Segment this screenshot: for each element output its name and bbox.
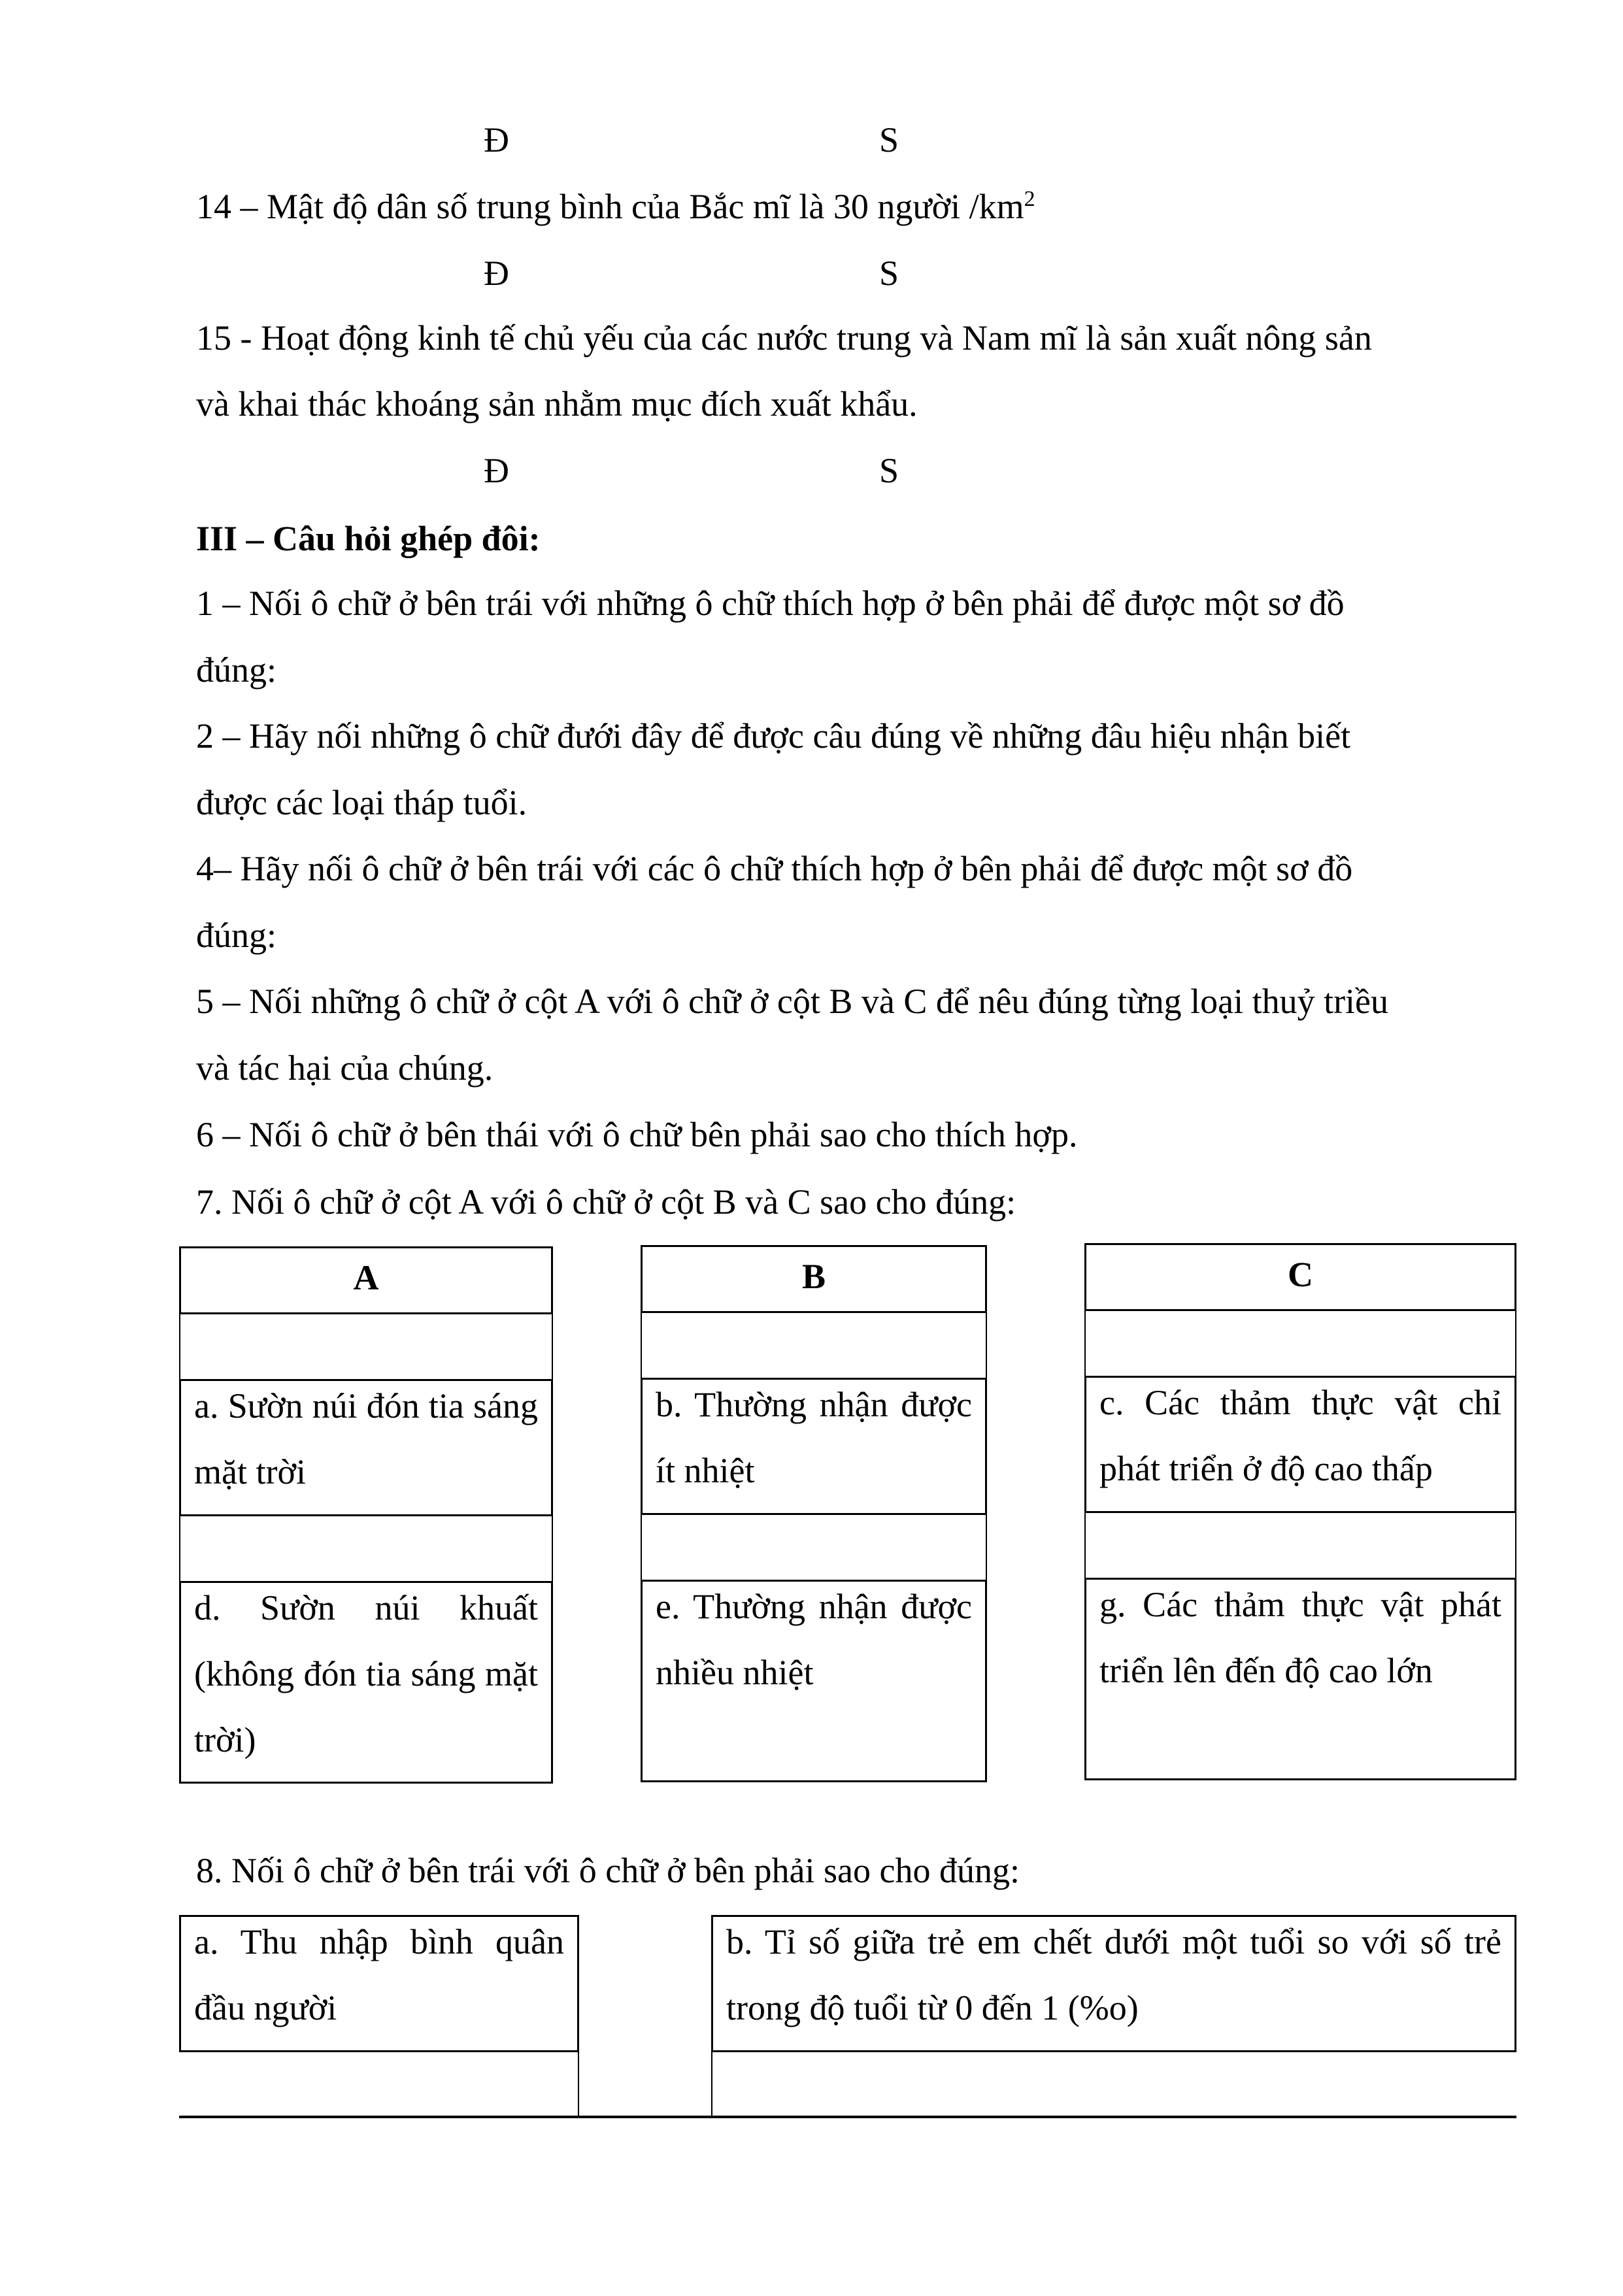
- question-5-line2: và tác hại của chúng.: [196, 1048, 494, 1088]
- connector-line: [986, 1312, 987, 1379]
- question-2-line1: 2 – Hãy nối những ô chữ đưới đây để được câu đúng về những đâu hiệu nhận biết: [196, 716, 1351, 756]
- question-6: 6 – Nối ô chữ ở bên thái với ô chữ bên phải sao cho thích hợp.: [196, 1115, 1078, 1154]
- question-4-line1: 4– Hãy nối ô chữ ở bên trái với các ô chữ thích hợp ở bên phải để được một sơ đồ: [196, 849, 1353, 888]
- right-item-b[interactable]: [711, 1915, 1516, 2052]
- connector-line: [552, 1515, 553, 1582]
- connector-line: [986, 1514, 987, 1580]
- item-text: c. Các thảm thực vật chỉ phát triển ở độ cao thấp: [1099, 1383, 1501, 1488]
- question-8: 8. Nối ô chữ ở bên trái với ô chữ ở bên phải sao cho đúng:: [196, 1851, 1020, 1890]
- question-2-line2: được các loại tháp tuổi.: [196, 783, 527, 822]
- column-b-header: B: [641, 1245, 987, 1313]
- column-c-item-c[interactable]: [1084, 1376, 1516, 1513]
- connector-line: [641, 1514, 642, 1580]
- column-b-item-e[interactable]: [641, 1580, 987, 1782]
- section-heading: III – Câu hỏi ghép đôi:: [196, 519, 541, 558]
- connector-line: [552, 1314, 553, 1380]
- connector-line: [179, 1314, 180, 1380]
- connector-line: [1515, 1310, 1516, 1377]
- true-mark[interactable]: Đ: [484, 120, 509, 159]
- question-7: 7. Nối ô chữ ở cột A với ô chữ ở cột B và C sao cho đúng:: [196, 1182, 1016, 1222]
- true-mark[interactable]: Đ: [484, 451, 509, 490]
- left-item-a[interactable]: [179, 1915, 579, 2052]
- question-1-line2: đúng:: [196, 650, 277, 690]
- question-14: [196, 180, 1035, 233]
- connector-line: [578, 2051, 579, 2118]
- connector-line: [1515, 1512, 1516, 1578]
- question-15-line2: và khai thác khoáng sản nhằm mục đích xuất khẩu.: [196, 384, 918, 424]
- column-b-item-b[interactable]: [641, 1378, 987, 1515]
- connector-line: [641, 1312, 642, 1379]
- column-a-header: A: [179, 1246, 553, 1314]
- item-text: g. Các thảm thực vật phát triển lên đến độ cao lớn: [1099, 1585, 1501, 1690]
- question-14-text: 14 – Mật độ dân số trung bình của Bắc mĩ là 30 người /km: [196, 187, 1024, 226]
- column-a-item-d[interactable]: [179, 1581, 553, 1784]
- true-mark[interactable]: Đ: [484, 254, 509, 293]
- connector-line: [1084, 1310, 1086, 1377]
- connector-line: [711, 2051, 712, 2118]
- item-text: a. Sườn núi đón tia sáng mặt trời: [194, 1386, 538, 1491]
- question-5-line1: 5 – Nối những ô chữ ở cột A với ô chữ ở cột B và C để nêu đúng từng loại thuỷ triều: [196, 982, 1389, 1021]
- item-text: b. Thường nhận được ít nhiệt: [656, 1385, 972, 1490]
- column-c-item-g[interactable]: [1084, 1578, 1516, 1780]
- item-text: d. Sườn núi khuất (không đón tia sáng mặt trời): [194, 1588, 538, 1759]
- false-mark[interactable]: S: [879, 254, 899, 293]
- bottom-rule: [179, 2116, 1516, 2118]
- connector-line: [1084, 1512, 1086, 1578]
- false-mark[interactable]: S: [879, 120, 899, 159]
- item-text: b. Tỉ số giữa trẻ em chết dưới một tuổi so với số trẻ trong độ tuổi từ 0 đến 1 (%o): [726, 1922, 1501, 2027]
- question-1-line1: 1 – Nối ô chữ ở bên trái với những ô chữ thích hợp ở bên phải để được một sơ đồ: [196, 584, 1345, 623]
- item-text: a. Thu nhập bình quân đầu người: [194, 1922, 564, 2027]
- question-4-line2: đúng:: [196, 916, 277, 955]
- column-c-header: C: [1084, 1243, 1516, 1311]
- item-text: e. Thường nhận được nhiều nhiệt: [656, 1587, 972, 1692]
- question-15-line1: 15 - Hoạt động kinh tế chủ yếu của các nước trung và Nam mĩ là sản xuất nông sản: [196, 318, 1372, 358]
- connector-line: [179, 1515, 180, 1582]
- false-mark[interactable]: S: [879, 451, 899, 490]
- column-a-item-a[interactable]: [179, 1379, 553, 1516]
- superscript: 2: [1024, 187, 1035, 211]
